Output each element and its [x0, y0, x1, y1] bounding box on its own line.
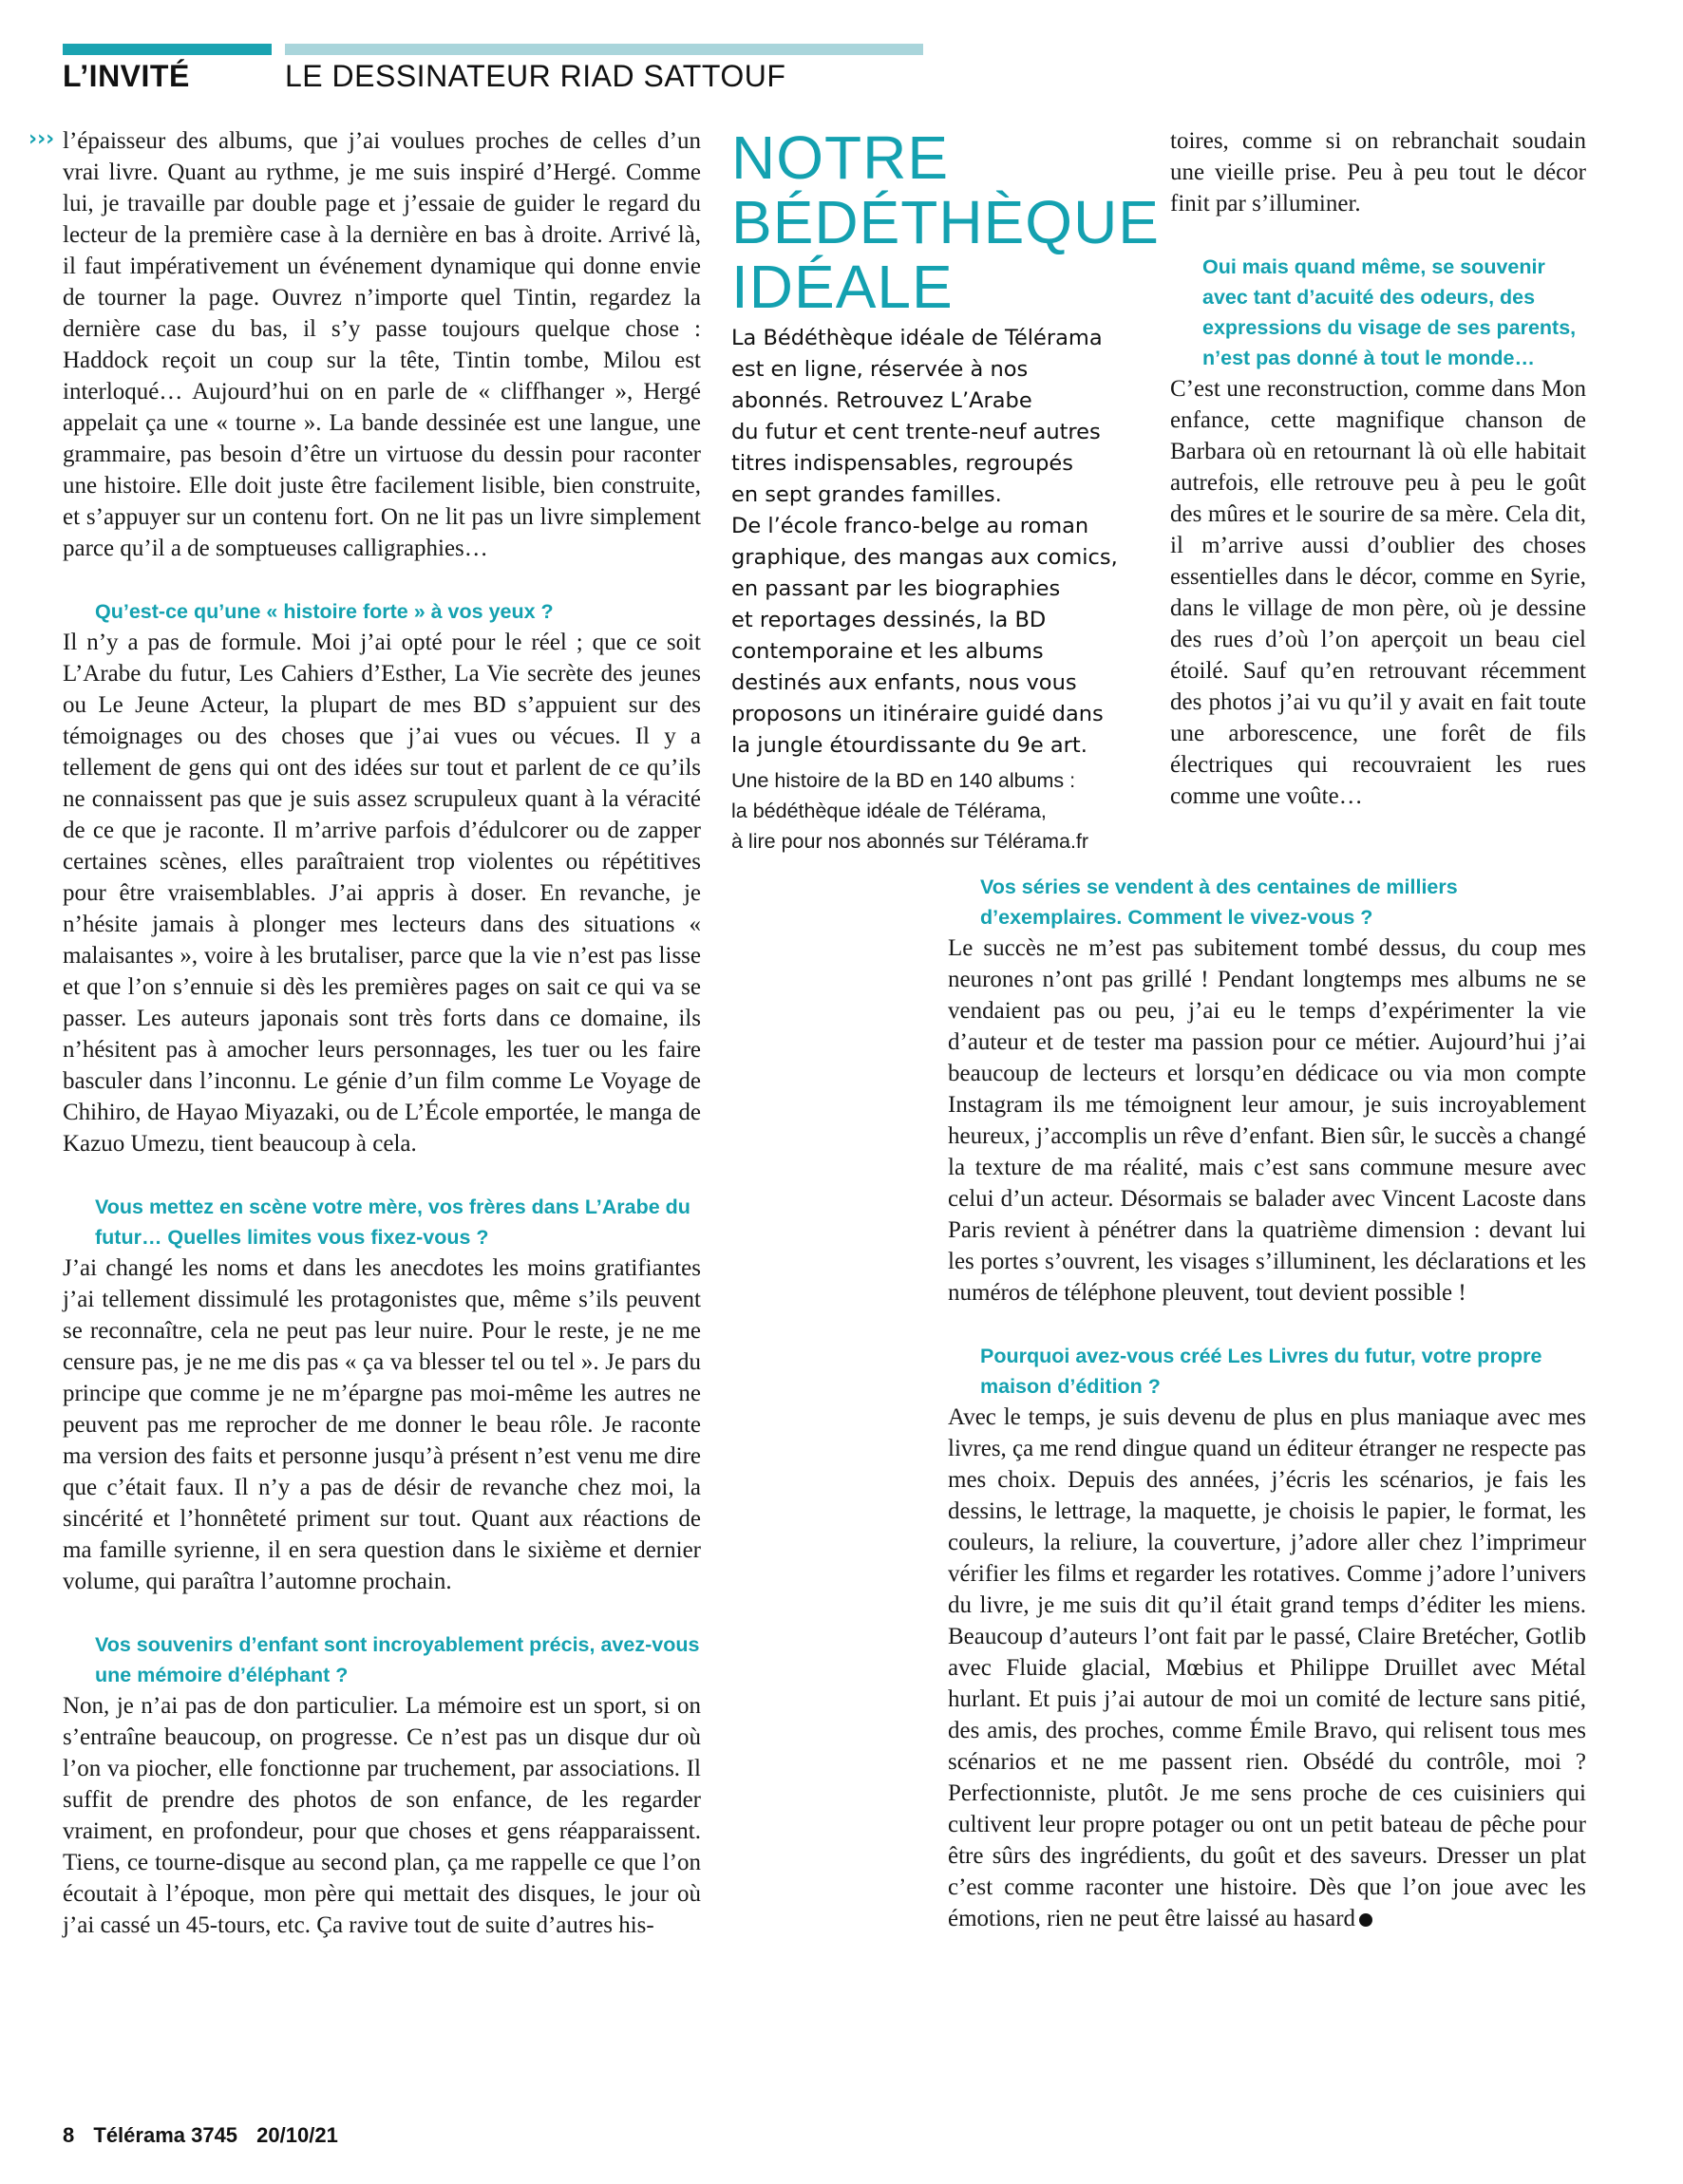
question: Pourquoi avez-vous créé Les Livres du futur, votre propre maison d’édition ?	[980, 1345, 1542, 1398]
header-light-bar	[285, 44, 923, 55]
page-number: 8	[63, 2123, 75, 2147]
sidebar-body-line: en sept grandes familles.	[731, 482, 1002, 507]
answer: Le succès ne m’est pas subitement tombé dessus, du coup mes neurones n’ont pas grillé ! Pendant longtemps mes albums ne se vendaient pas ou peu, j’ai eu le temps d’expérimenter la vie d’auteur et de tester ma passion pour ce métier. Aujourd’hui j’ai beaucoup de lecteurs et lorsqu’en dédicace ou via mon compte Instagram ils me témoignent leur amour, je suis incroyablement heureux, j’accomplis un rêve d’enfant. Bien sûr, le succès a changé la texture de ma réalité, mais c’est sans commune mesure avec celui d’un acteur. Désormais se balader avec Vincent Lacoste dans Paris revient à pénétrer dans la quatrième dimension : devant lui les portes s’ouvrent, les visages s’illuminent, les déclarations et les numéros de téléphone pleuvent, tout devient possible !	[948, 935, 1586, 1306]
question: Vos souvenirs d’enfant sont incroyablement précis, avez-vous une mémoire d’éléphant ?	[95, 1633, 700, 1686]
sidebar-body-line: et reportages dessinés, la BD	[731, 608, 1047, 632]
article-column-1	[63, 125, 701, 1941]
answer: C’est une reconstruction, comme dans Mon enfance, cette magnifique chanson de Barbara où en retournant là où elle habitait autrefois, elle retrouve peu à peu le goût des mûres et le sourire de sa mère. Cela dit, il m’arrive aussi d’oublier des choses essentielles dans le décor, comme en Syrie, dans le village de mon père, où je dessine des rues d’où l’on aperçoit un beau ciel étoilé. Sauf qu’en retrouvant récemment des photos j’ai vu qu’il y avait en fait toute une arborescence, une forêt de fils électriques qui recouvraient les rues comme une voûte…	[1170, 376, 1586, 809]
question: Vous mettez en scène votre mère, vos frères dans L’Arabe du futur… Quelles limites vous fixez-vous ?	[95, 1196, 690, 1249]
sidebar-title-line: IDÉALE	[731, 253, 954, 321]
continuation-arrows-icon: ›››	[28, 127, 55, 151]
sidebar-body-line: graphique, des mangas aux comics,	[731, 545, 1118, 570]
sidebar-body-line: contemporaine et les albums	[731, 639, 1044, 664]
paragraph: toires, comme si on rebranchait soudain une vieille prise. Peu à peu tout le décor finit par s’illuminer.	[1170, 128, 1586, 217]
article-column-3	[1170, 125, 1586, 812]
answer: J’ai changé les noms et dans les anecdotes les moins gratifiantes j’ai tellement dissimulé les protagonistes que, même s’ils peuvent se reconnaître, cela ne peut pas leur nuire. Pour le reste, je ne me censure pas, je ne me dis pas « ça va blesser tel ou tel ». Je pars du principe que comme je ne m’épargne pas moi-même les autres ne peuvent pas me reprocher de me donner le beau rôle. Je raconte ma version des faits et personne jusqu’à présent n’est venu me dire que c’était faux. Il n’y a pas de désir de revanche chez moi, la sincérité et l’honnêteté priment sur tout. Quant aux réactions de ma famille syrienne, il en sera question dans le sixième et dernier volume, qui paraîtra l’automne prochain.	[63, 1255, 701, 1594]
answer: Non, je n’ai pas de don particulier. La mémoire est un sport, si on s’entraîne beaucoup, on progresse. Ce n’est pas un disque dur où l’on va piocher, elle fonctionne par truchement, par associations. Il suffit de prendre des photos de son enfance, de les regarder vraiment, en profondeur, pour que choses et gens réapparaissent. Tiens, ce tourne-disque au second plan, ça me rappelle ce que l’on écoutait à l’époque, mon père qui mettait des disques, le jour où j’ai cassé un 45-tours, etc. Ça ravive tout de suite d’autres his-	[63, 1693, 701, 1938]
sidebar-caption	[731, 765, 1149, 857]
article-column-wide	[948, 872, 1586, 1934]
sidebar-title	[731, 123, 1160, 321]
magazine-issue: Télérama 3745	[93, 2123, 238, 2147]
sidebar-title-line: NOTRE	[731, 123, 949, 192]
sidebar-body-line: en passant par les biographies	[731, 576, 1061, 601]
sidebar-caption-line: la bédéthèque idéale de Télérama,	[731, 800, 1047, 822]
end-mark-icon	[1359, 1913, 1372, 1927]
sidebar-body-line: titres indispensables, regroupés	[731, 451, 1073, 476]
sidebar-title-line: BÉDÉTHÈQUE	[731, 188, 1160, 256]
sidebar-body-line: De l’école franco-belge au roman	[731, 514, 1089, 538]
sidebar-body-line: abonnés. Retrouvez L’Arabe	[731, 388, 1032, 413]
page-footer	[63, 2123, 351, 2148]
answer: Il n’y a pas de formule. Moi j’ai opté pour le réel ; que ce soit L’Arabe du futur, Les Cahiers d’Esther, La Vie secrète des jeunes ou Le Jeune Acteur, la plupart de mes BD s’appuient sur des témoignages ou des choses que j’ai vues ou vécues. Il y a tellement de gens qui ont des idées sur tout et parlent de ce qu’ils ne connaissent pas que je suis assez scrupuleux quant à la véracité de ce que je raconte. Il m’arrive parfois d’édulcorer ou de zapper certaines scènes, elles paraîtraient trop violentes ou répétitives pour être vraisemblables. J’ai appris à doser. En revanche, je n’hésite jamais à plonger mes lecteurs dans des situations « malaisantes », voire à les brutaliser, parce que la vie n’est pas lisse et que l’on s’ennuie si dès les premières pages on sait ce qui va se passer. Les auteurs japonais sont très forts dans ce domaine, ils n’hésitent pas à amocher leurs personnages, les tuer ou les faire basculer dans l’inconnu. Le génie d’un film comme Le Voyage de Chihiro, de Hayao Miyazaki, ou de L’École emportée, le manga de Kazuo Umezu, tient beaucoup à cela.	[63, 630, 701, 1157]
sidebar-body-line: proposons un itinéraire guidé dans	[731, 702, 1104, 726]
sidebar-caption-line: à lire pour nos abonnés sur Télérama.fr	[731, 830, 1089, 853]
answer	[948, 1402, 1586, 1934]
sidebar-body	[731, 323, 1149, 762]
section-label: L’INVITÉ	[63, 59, 190, 93]
question: Qu’est-ce qu’une « histoire forte » à vos yeux ?	[95, 600, 554, 623]
question: Oui mais quand même, se souvenir avec tant d’acuité des odeurs, des expressions du visage de ses parents, n’est pas donné à tout le monde…	[1202, 255, 1577, 369]
sidebar-body-line: La Bédéthèque idéale de Télérama	[731, 326, 1103, 350]
sidebar-bedetheque	[731, 123, 1160, 857]
section-title: LE DESSINATEUR RIAD SATTOUF	[285, 59, 786, 93]
header-accent-bar	[63, 44, 272, 55]
sidebar-body-line: la jungle étourdissante du 9e art.	[731, 733, 1087, 758]
sidebar-caption-line: Une histoire de la BD en 140 albums :	[731, 769, 1076, 792]
question: Vos séries se vendent à des centaines de milliers d’exemplaires. Comment le vivez-vous ?	[980, 875, 1458, 929]
issue-date: 20/10/21	[256, 2123, 338, 2147]
sidebar-body-line: est en ligne, réservée à nos	[731, 357, 1029, 382]
sidebar-body-line: destinés aux enfants, nous vous	[731, 670, 1077, 695]
sidebar-body-line: du futur et cent trente-neuf autres	[731, 420, 1101, 444]
paragraph: l’épaisseur des albums, que j’ai voulues proches de celles d’un vrai livre. Quant au rythme, je me suis inspiré d’Hergé. Comme lui, je travaille par double page et j’essaie de guider le regard du lecteur de la première case à la dernière en bas à droite. Arrivé là, il faut impérativement un événement dynamique qui donne envie de tourner la page. Ouvrez n’importe quel Tintin, regardez la dernière case du bas, il s’y passe toujours quelque chose : Haddock reçoit un coup sur la tête, Tintin tombe, Milou est interloqué… Aujourd’hui on en parle de « cliffhanger », Hergé appelait ça une « tourne ». La bande dessinée est une langue, une grammaire, pas besoin d’être un virtuose du dessin pour raconter une histoire. Elle doit juste être facilement lisible, bien construite, et s’appuyer sur un contenu fort. On ne lit pas un livre simplement parce qu’il a de somptueuses calligraphies…	[63, 128, 701, 561]
answer-text: Avec le temps, je suis devenu de plus en plus maniaque avec mes livres, ça me rend dingue quand un éditeur étranger ne respecte pas mes choix. Depuis des années, j’écris les scénarios, je fais les dessins, le lettrage, la maquette, je choisis le papier, le format, les couleurs, la reliure, la couverture, j’adore aller chez l’imprimeur vérifier les films et regarder les rotatives. Comme j’adore l’univers du livre, je me suis dit qu’il était grand temps d’éditer les miens. Beaucoup d’auteurs l’ont fait par le passé, Claire Bretécher, Gotlib avec Fluide glacial, Mœbius et Philippe Druillet avec Métal hurlant. Et puis j’ai autour de moi un comité de lecture sans pitié, des amis, des proches, comme Émile Bravo, qui relisent tous mes scénarios et ne me passent rien. Obsédé du contrôle, moi ? Perfectionniste, plutôt. Je me sens proche de ces cuisiniers qui cultivent leur propre potager ou ont un petit bateau de pêche pour être sûrs des ingrédients, du goût et des saveurs. Dresser un plat c’est comme raconter une histoire. Dès que l’on joue avec les émotions, rien ne peut être laissé au hasard	[948, 1404, 1586, 1931]
